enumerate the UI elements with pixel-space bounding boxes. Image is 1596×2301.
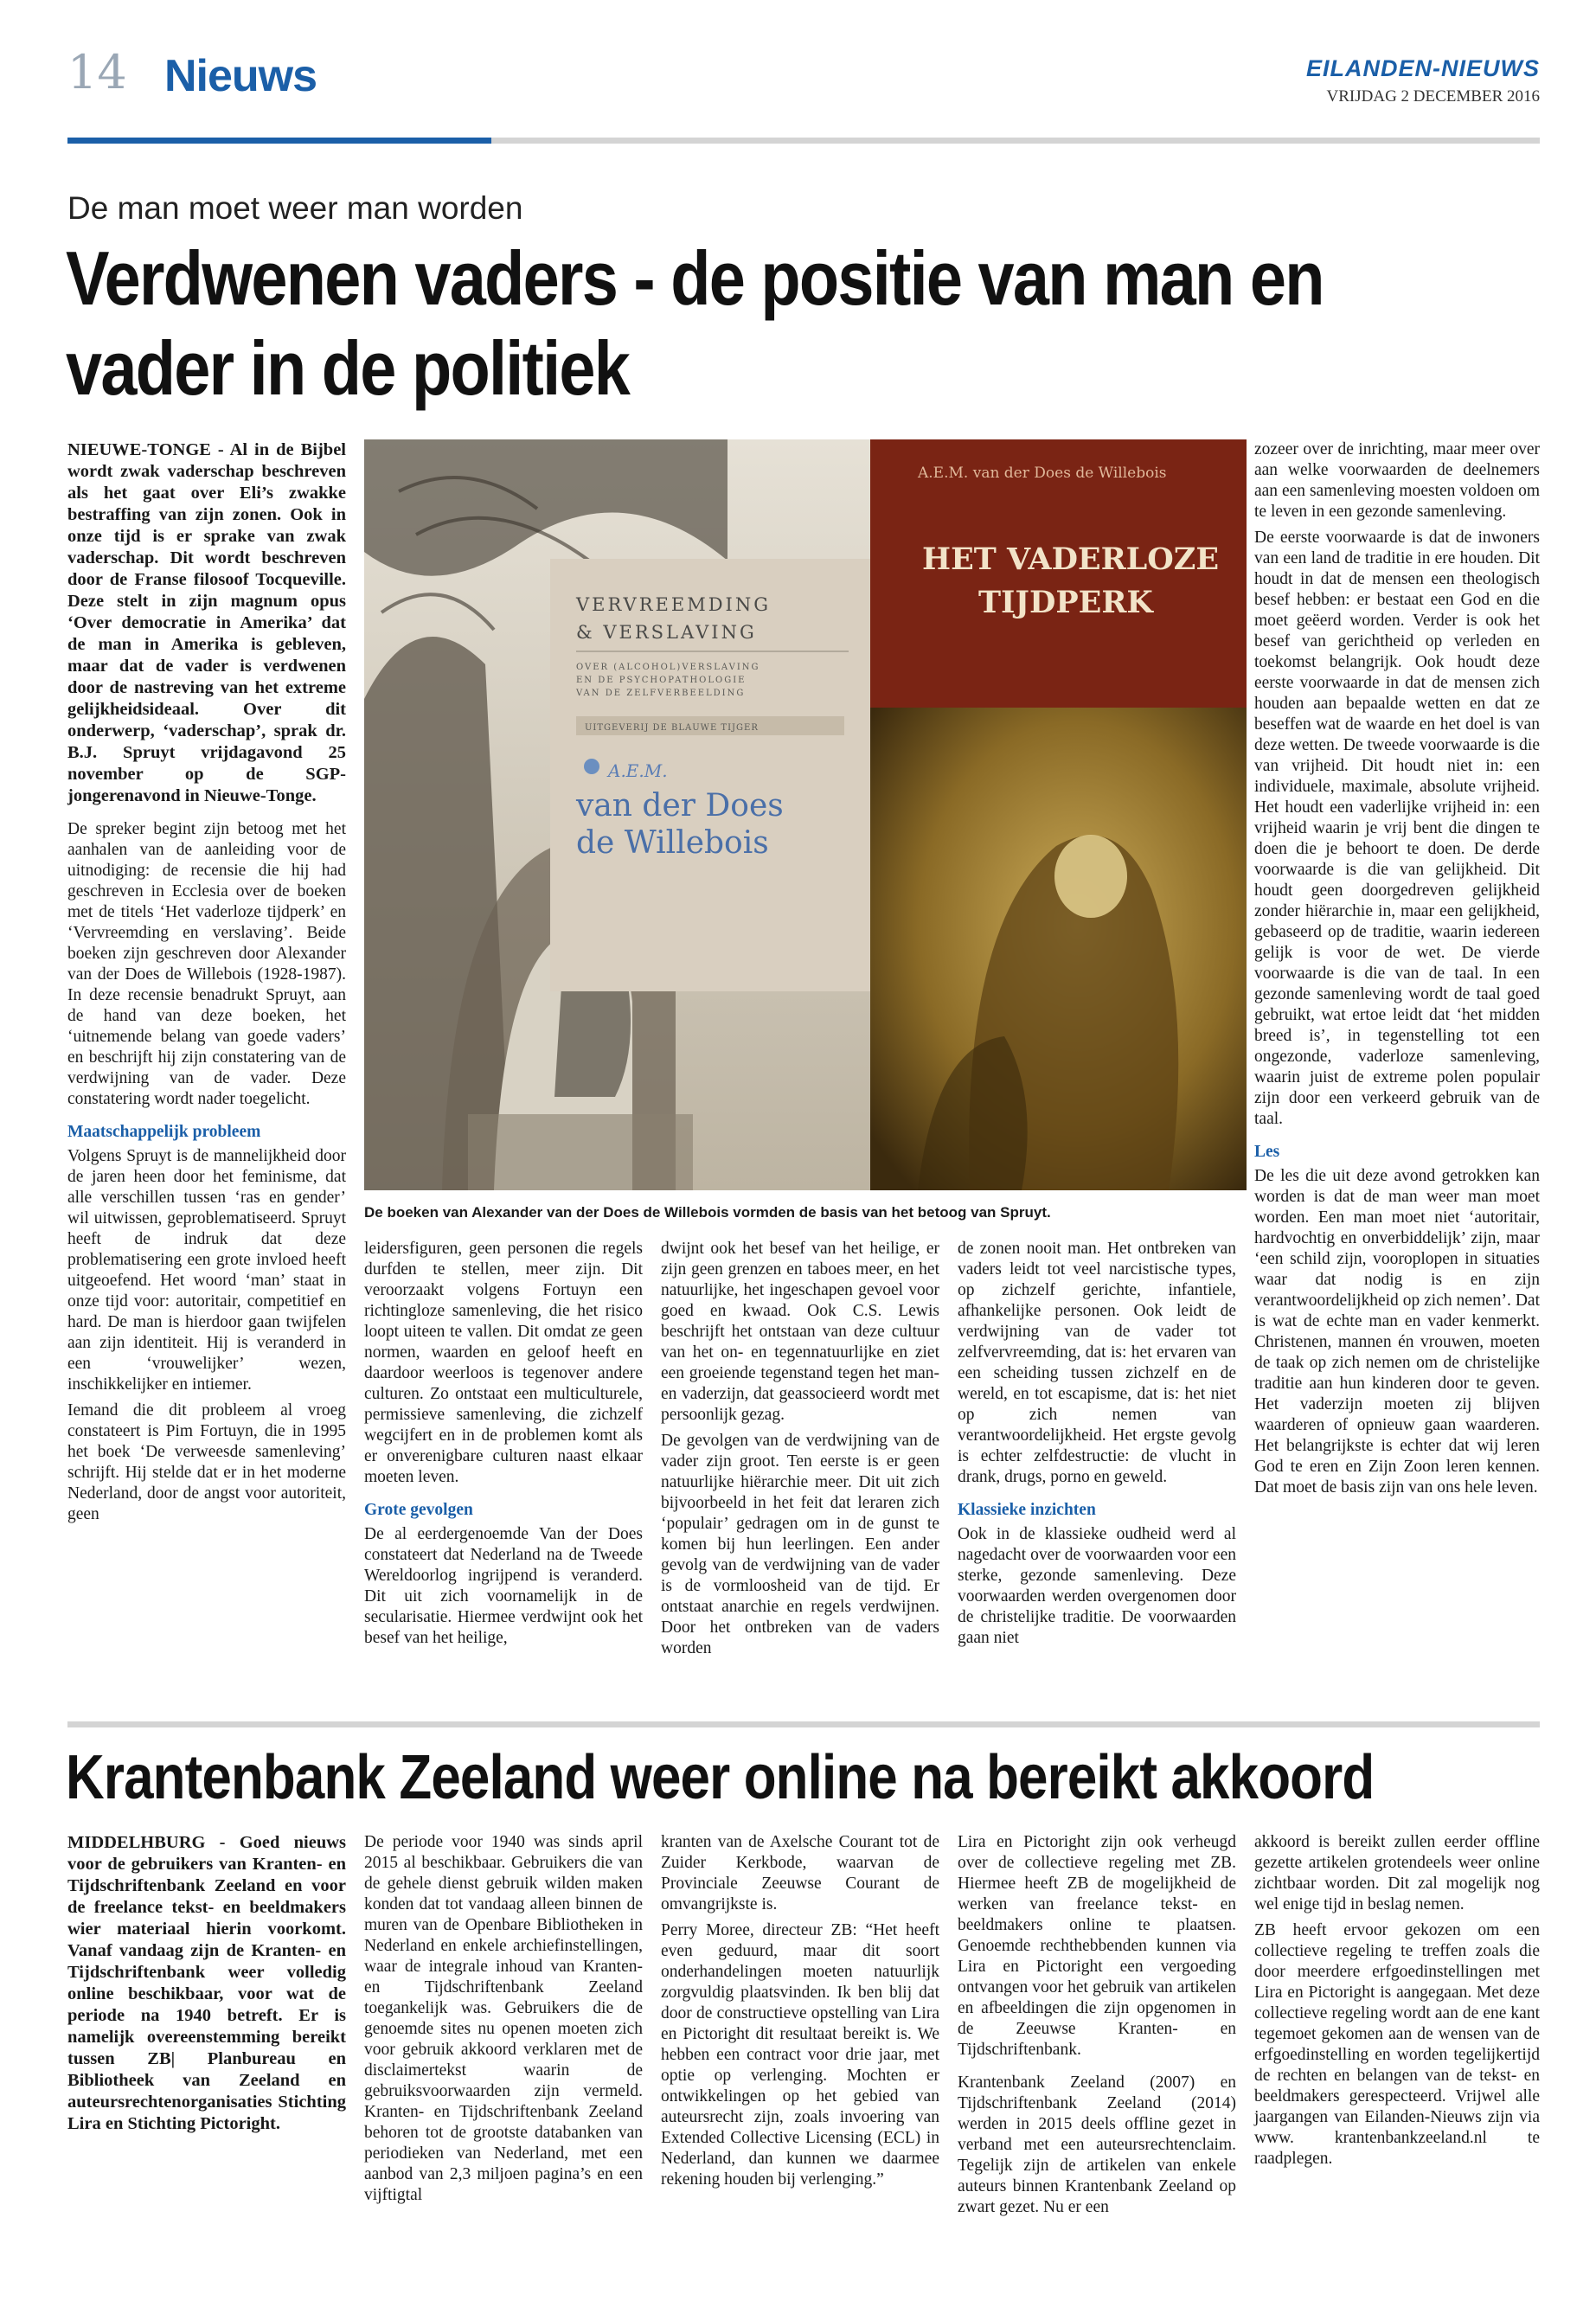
subheading: Grote gevolgen (364, 1501, 473, 1519)
article-paragraph: zozeer over de inrichting, maar meer over aan welke voorwaarden de deelnemers aan een samenleving moesten voldoen om te leven in een gezonde samenleving. (1254, 440, 1540, 521)
article2-column-2 (364, 1832, 643, 2211)
bird-icon (584, 759, 599, 774)
article-paragraph: Volgens Spruyt is de mannelijkheid door de jaren heen door het feminisme, dat alle verschillen tussen ‘ras en gender’ wil uitwissen, geproblematiseerd. Spruyt heeft de indruk dat deze problematisering een grote invloed heeft uitgeoefend. Het woord ‘man’ staat in onze tijd voor: autoritair, competitief en hard. De man is hierdoor gaan twijfelen aan zijn identiteit. Hij is veranderd in een ‘vrouwelijker’ wezen, inschikkelijker en intiemer. (67, 1147, 346, 1394)
article-paragraph: De spreker begint zijn betoog met het aanhalen van de aanleiding voor de uitnodiging: de recensie die hij had geschreven in Ecclesia over de boeken met de titels ‘Het vaderloze tijdperk’ en ‘Vervreemding en verslaving’. Beide boeken zijn geschreven door Alexander van der Does de Willebois (1928-1987). In deze recensie benadrukt Spruyt, aan de hand van deze boeken, het ‘uitnemende belang van goede vaders’ en beschrijft hij zijn constatering van de verdwijning van de vader. Deze constatering wordt nader toegelicht. (67, 820, 346, 1108)
article-paragraph: Ook in de klassieke oudheid werd al nagedacht over de voorwaarden voor een sterke, gezonde samenleving. Deze voorwaarden werden overgenomen door de christelijke traditie. De voorwaarden gaan niet (958, 1525, 1236, 1647)
article-paragraph: De gevolgen van de verdwijning van de vader zijn groot. Ten eerste is er geen natuurlijke hiërarchie meer. Dit uit zich bijvoorbeeld in het feit dat leraren zich ‘populair’ gedragen om in de gunst te komen bij hun leerlingen. Een ander gevolg van de verdwijning van de vader is de vormloosheid van de tijd. Er ontstaat anarchie en regels verdwijnen. Door het ontbreken van de vaders worden (661, 1432, 939, 1657)
page-number: 14 (67, 45, 127, 99)
article2-column-4 (958, 1832, 1236, 2223)
article2-lead: MIDDELHBURG - Goed nieuws voor de gebruikers van Kranten- en Tijdschriftenbank Zeeland en voor de freelance tekst- en beeldmakers wier materiaal hierin voorkomt. Vanaf vandaag zijn de Kranten- en Tijdschriftenbank weer volledig online beschikbaar, voor wat de periode na 1940 betreft. Er is namelijk overeenstemming bereikt tussen ZB| Planbureau en Bibliotheek van Zeeland en auteursrechtenorganisaties Stichting Lira en Stichting Pictoright. (67, 1833, 346, 2133)
article-paragraph: ZB heeft ervoor gekozen om een collectieve regeling te treffen zoals die door meerdere erfgoedinstellingen met Lira en Pictoright is aangegaan. Met deze collectieve regeling wordt aan de ene kant tegemoet gekomen aan de wensen van de erfgoedinstelling en worden tegelijkertijd de rechten en belangen van de tekst- en beeldmakers gerespecteerd. Vrijwel alle jaargangen van Eilanden-Nieuws zijn via www. krantenbankzeeland.nl te raadplegen. (1254, 1921, 1540, 2168)
book1-publisher: UITGEVERIJ DE BLAUWE TIJGER (585, 723, 759, 733)
article-paragraph: Perry Moree, directeur ZB: “Het heeft even geduurd, maar dit soort onderhandelingen moeten natuurlijk zorgvuldig plaatsvinden. Ik ben blij dat door de constructieve opstelling van Lira en Pictoright dit resultaat bereikt is. We hebben een contract voor drie jaar, met optie op verlenging. Mochten er ontwikkelingen op het gebied van auteursrecht zijn, zoals invoering van Extended Collective Licensing (ECL) in Nederland, dan kunnen we daarmee rekening houden bij verlenging.” (661, 1921, 939, 2189)
article-column-1 (67, 439, 346, 1530)
article-paragraph: De periode voor 1940 was sinds april 2015 al beschikbaar. Gebruikers die van de gehele dienst gebruik wilden maken konden dat tot vandaag alleen binnen de muren van de Openbare Bibliotheken in Nederland en enkele archiefinstellingen, waar de integrale inhoud van Kranten- en Tijdschriftenbank Zeeland toegankelijk was. Gebruikers die de genoemde sites nu openen moeten zich voor gebruik akkoord verklaren met de disclaimertekst waarin de gebruiksvoorwaarden zijn vermeld. Kranten- en Tijdschriftenbank Zeeland behoren tot de grootste databanken van periodieken van Nederland, met een aanbod van 2,3 miljoen pagina’s en een vijftigtal (364, 1833, 643, 2204)
article-paragraph: De eerste voorwaarde is dat de inwoners van een land de traditie in ere houden. Dit houdt in dat de mensen een theologisch besef hebben: er bestaat een God en die moet geëerd worden. Verder is ook het besef van gerichtheid op verleden en toekomst belangrijk. Ook houdt deze eerste voorwaarde in dat de mensen zich houden aan bepaalde wetten en dat ze beseffen wat de waarde en het doel is van deze wetten. De tweede voorwaarde is die van vrijheid. Dit houdt niet in: een individuele, maximale, absolute vrijheid. Het houdt een vaderlijke vrijheid in: een vrijheid waarin je vrij bent die dingen te doen die je behoort te doen. De derde voorwaarde is die van gelijkheid. Dit houdt geen doorgedreven gelijkheid zonder hiërarchie in, maar een gelijkheid, gebaseerd op de traditie, waarin iedereen gelijk is voor de wet. De vierde voorwaarde is die van de taal. In een gezonde samenleving wordt de taal goed gebruikt, wat ertoe leidt dat ‘het midden breed is’, in tegenstelling tot een ongezonde, vaderloze samenleving, waarin juist de extreme polen populair zijn door een verkeerd gebruik van de taal. (1254, 529, 1540, 1128)
article-column-2 (364, 1239, 643, 1654)
article2-column-3 (661, 1832, 939, 2195)
section-title: Nieuws (164, 51, 317, 101)
article-paragraph: De al eerdergenoemde Van der Does constateert dat Nederland na de Tweede Wereldoorlog ingrijpend is veranderd. Dit uit zich voornamelijk in de secularisatie. Hiermee verdwijnt ook het besef van het heilige, (364, 1525, 643, 1647)
subheading: Klassieke inzichten (958, 1501, 1096, 1519)
issue-date: VRIJDAG 2 DECEMBER 2016 (1326, 87, 1540, 106)
book1-subtitle-2: EN DE PSYCHOPATHOLOGIE (576, 676, 747, 685)
book1-author: A.E.M. (608, 760, 668, 781)
article-divider (67, 1721, 1540, 1727)
article-column-4 (958, 1239, 1236, 1654)
book1-subtitle: OVER (ALCOHOL)VERSLAVING (576, 663, 760, 672)
header-rule-accent (67, 138, 491, 144)
article-paragraph: De les die uit deze avond getrokken kan worden is dat de man weer man moet worden. Een man moet niet ‘autoritair, hardvochtig en onverbiddelijk’ zijn, maar ‘een schild zijn, vooroplopen in situaties waar dat nodig is en zijn verantwoordelijkheid op zich nemen’. Dat is wat de echte man en vader kenmerkt. Christenen, mannen én vrouwen, moeten de taak op zich nemen om de christelijke traditie aan hun kinderen door te geven. Het vaderzijn moeten zij blijven waarderen of opnieuw gaan waarderen. Het belangrijkste is echter dat wij leren God te eren en Zijn Zoon leren kennen. Dat moet de basis zijn van ons hele leven. (1254, 1167, 1540, 1497)
masthead-logo: EILANDEN-NIEUWS (1306, 55, 1540, 81)
article-paragraph: dwijnt ook het besef van het heilige, er zijn geen grenzen en taboes meer, en het natuurlijke, het ingeschapen gevoel voor goed en kwaad. Ook C.S. Lewis beschrijft het ontstaan van deze cultuur van het on- en tegennatuurlijke en ziet een groeiende tegenstand tegen het man- en vaderzijn, dat geassocieerd wordt met persoonlijk gezag. (661, 1240, 939, 1424)
article-paragraph: de zonen nooit man. Het ontbreken van vaders leidt tot veel narcistische types, op zichzelf gerichte, infantiele, afhankelijke personen. Ook leidt de verdwijning van de vader tot zelfvervreemding, dat is: het ervaren van een scheiding tussen zichzelf en de wereld, en tot escapisme, dat is: het niet op zich nemen van verantwoordelijkheid. Het ergste gevolg is echter zelfdestructie: de vlucht in drank, drugs, porno en geweld. (958, 1240, 1236, 1486)
article-kicker: De man moet weer man worden (67, 190, 523, 226)
book2-title-2: TIJDPERK (978, 585, 1153, 620)
article-paragraph: Krantenbank Zeeland (2007) en Tijdschriftenbank Zeeland (2014) werden in 2015 deels offline gezet in verband met een auteursrechtenclaim. Tegelijk zijn de artikelen van enkele auteurs binnen Krantenbank Zeeland op zwart gezet. Nu er een (958, 2073, 1236, 2216)
book1-author-3: de Willebois (576, 825, 769, 861)
article-headline: Verdwenen vaders - de positie van man en vader in de politiek (66, 235, 1324, 411)
article2-column-5 (1254, 1832, 1540, 2175)
article-paragraph: akkoord is bereikt zullen eerder offline gezette artikelen grotendeels weer online zichtbaar worden. Dit zal mogelijk nog wel enige tijd in beslag nemen. (1254, 1833, 1540, 1913)
subheading: Les (1254, 1143, 1280, 1161)
article-lead: NIEUWE-TONGE - Al in de Bijbel wordt zwak vaderschap beschreven als het gaat over Eli’s zwakke bestraffing van zijn zonen. Ook in onze tijd is er sprake van zwak vaderschap. Dit wordt beschreven door de Franse filosoof Tocqueville. Deze stelt in zijn magnum opus ‘Over democratie in Amerika’ dat de man in Amerika is gebleven, maar dat de vader is verdwenen door de nastreving van het extreme gelijkheidsideaal. Over dit onderwerp, ‘vaderschap’, sprak dr. B.J. Spruyt vrijdagavond 25 november op de SGP-jongerenavond in Nieuwe-Tonge. (67, 440, 346, 805)
book-covers-photo (364, 439, 1247, 1190)
engraving-illustration (364, 439, 1247, 1190)
book2-author: A.E.M. van der Does de Willebois (918, 465, 1167, 482)
article2-column-1 (67, 1832, 346, 2140)
article-paragraph: Lira en Pictoright zijn ook verheugd over de collectieve regeling met ZB. Hiermee heeft ZB de mogelijkheid de werken van freelance tekst- en beeldmakers online te plaatsen. Genoemde rechthebbenden kunnen via Lira en Pictoright een vergoeding ontvangen voor het gebruik van artikelen en afbeeldingen die zijn opgenomen in de Zeeuwse Kranten- en Tijdschriftenbank. (958, 1833, 1236, 2059)
article-column-5 (1254, 439, 1540, 1503)
subheading: Maatschappelijk probleem (67, 1123, 261, 1141)
article-paragraph: Iemand die dit probleem al vroeg constateert is Pim Fortuyn, die in 1995 het boek ‘De verweesde samenleving’ schrijft. Hij stelde dat er in het moderne Nederland, door de angst voor autoriteit, geen (67, 1401, 346, 1523)
article-paragraph: leidersfiguren, geen personen die regels durfden te stellen, meer zijn. Dit veroorzaakt volgens Fortuyn een richtingloze samenleving, die het risico loopt uiteen te vallen. Dit omdat ze geen normen, waarden en geloof heeft en daardoor weerloos is tegenover andere culturen. Zo ontstaat een multiculturele, permissieve samenleving, die zichzelf wegcijfert en in de problemen komt als er onverenigbare culturen naast elkaar moeten leven. (364, 1240, 643, 1486)
book1-subtitle-3: VAN DE ZELFVERBEELDING (576, 689, 746, 698)
book1-author-2: van der Does (576, 788, 784, 824)
book1-title-2: & VERSLAVING (576, 622, 757, 643)
article-paragraph: kranten van de Axelsche Courant tot de Zuider Kerkbode, waarvan de Provinciale Zeeuwse Courant de omvangrijkste is. (661, 1833, 939, 1913)
photo-caption: De boeken van Alexander van der Does de Willebois vormden de basis van het betoog van Spruyt. (364, 1204, 1051, 1221)
header-rule (491, 138, 1540, 144)
book1-title: VERVREEMDING (576, 594, 771, 615)
article-column-3 (661, 1239, 939, 1664)
article2-headline: Krantenbank Zeeland weer online na bereikt akkoord (66, 1743, 1375, 1812)
book2-title: HET VADERLOZE (922, 542, 1220, 577)
